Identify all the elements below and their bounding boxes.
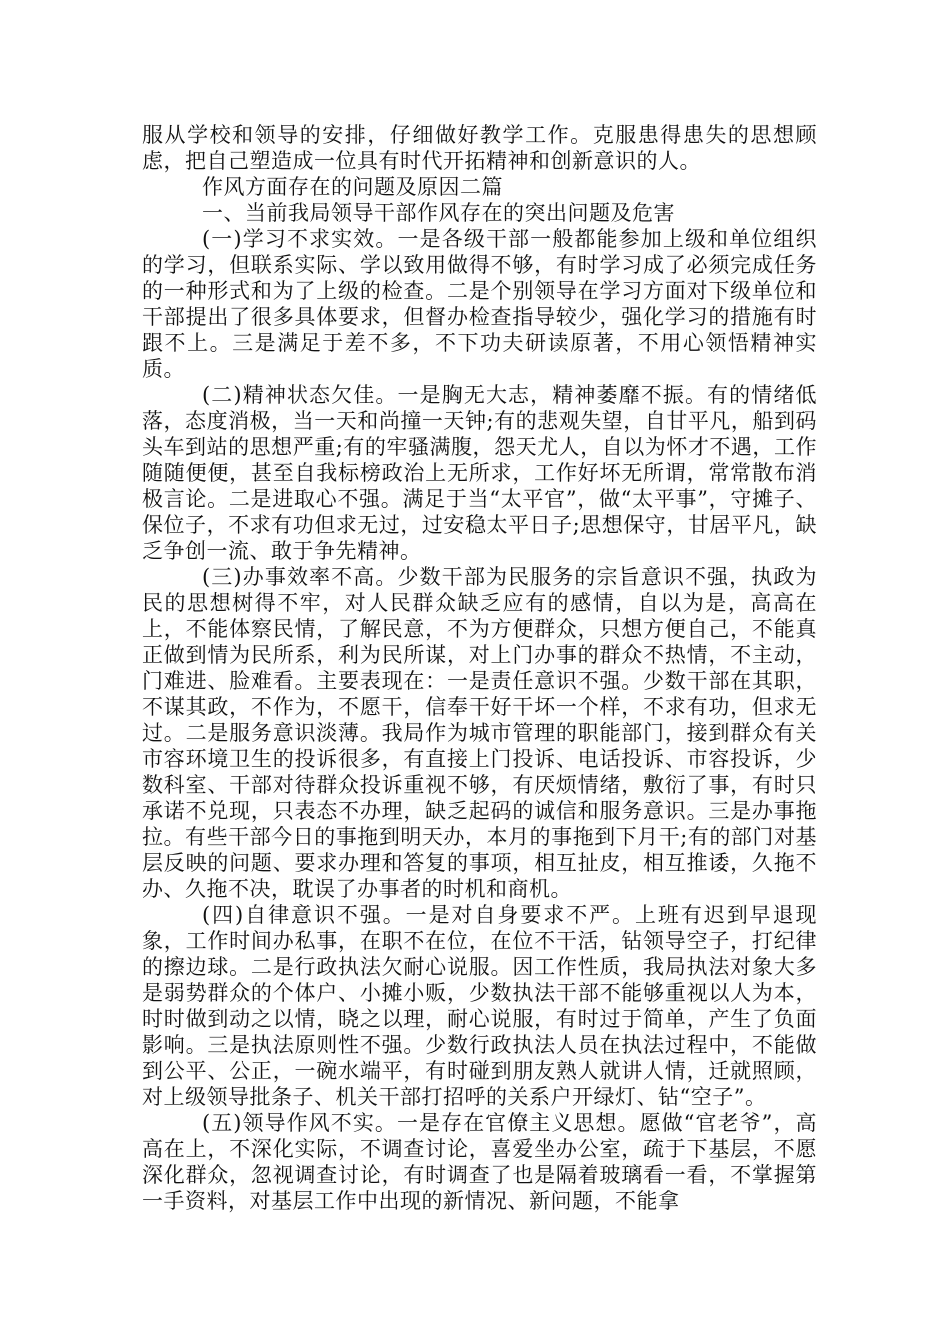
document-body [142,122,817,1214]
paragraph-spirit: (二)精神状态欠佳。一是胸无大志，精神萎靡不振。有的情绪低落，态度消极，当一天和尚撞一天钟;有的悲观失望，自甘平凡，船到码头车到站的思想严重;有的牢骚满腹，怨天尤人，自以为怀才不遇，工作随随便便，甚至自我标榜政治上无所求，工作好坏无所谓，常常散布消极言论。二是进取心不强。满足于当“太平官”，做“太平事”，守摊子、保位子，不求有功但求无过，过安稳太平日子;思想保守，甘居平凡，缺乏争创一流、敢于争先精神。 [142,383,817,563]
paragraph-leadership: (五)领导作风不实。一是存在官僚主义思想。愿做“官老爷”，高高在上，不深化实际，不调查讨论，喜爱坐办公室，疏于下基层，不愿深化群众，忽视调查讨论，有时调查了也是隔着玻璃看一看，不掌握第一手资料，对基层工作中出现的新情况、新问题，不能拿 [142,1111,817,1213]
paragraph-efficiency: (三)办事效率不高。少数干部为民服务的宗旨意识不强，执政为民的思想树得不牢，对人民群众缺乏应有的感情，自以为是，高高在上，不能体察民情，了解民意，不为方便群众，只想方便自己，不能真正做到情为民所系，利为民所谋，对上门办事的群众不热情，不主动，门难进、脸难看。主要表现在：一是责任意识不强。少数干部在其职，不谋其政，不作为，不愿干，信奉干好干坏一个样，不求有功，但求无过。二是服务意识淡薄。我局作为城市管理的职能部门，接到群众有关市容环境卫生的投诉很多，有直接上门投诉、电话投诉、市容投诉，少数科室、干部对待群众投诉重视不够，有厌烦情绪，敷衍了事，有时只承诺不兑现，只表态不办理，缺乏起码的诚信和服务意识。三是办事拖拉。有些干部今日的事拖到明天办，本月的事拖到下月干;有的部门对基层反映的问题、要求办理和答复的事项，相互扯皮，相互推诿，久拖不办、久拖不决，耽误了办事者的时机和商机。 [142,565,817,901]
section-heading: 一、当前我局领导干部作风存在的突出问题及危害 [202,201,675,225]
paragraph-continuation: 服从学校和领导的安排，仔细做好教学工作。克服患得患失的思想顾虑，把自己塑造成一位具有时代开拓精神和创新意识的人。 [142,123,817,173]
paragraph-study: (一)学习不求实效。一是各级干部一般都能参加上级和单位组织的学习，但联系实际、学以致用做得不够，有时学习成了必须完成任务的一种形式和为了上级的检查。二是个别领导在学习方面对下级单位和干部提出了很多具体要求，但督办检查指导较少，强化学习的措施有时跟不上。三是满足于差不多，不下功夫研读原著，不用心领悟精神实质。 [142,227,817,381]
section-title: 作风方面存在的问题及原因二篇 [202,175,503,199]
paragraph-discipline: (四)自律意识不强。一是对自身要求不严。上班有迟到早退现象，工作时间办私事，在职不在位，在位不干活，钻领导空子，打纪律的擦边球。二是行政执法欠耐心说服。因工作性质，我局执法对象大多是弱势群众的个体户、小摊小贩，少数执法干部不能够重视以人为本，时时做到动之以情，晓之以理，耐心说服，有时过于简单，产生了负面影响。三是执法原则性不强。少数行政执法人员在执法过程中，不能做到公平、公正，一碗水端平，有时碰到朋友熟人就讲人情，迁就照顾，对上级领导批条子、机关干部打招呼的关系户开绿灯、钻“空子”。 [142,903,817,1109]
